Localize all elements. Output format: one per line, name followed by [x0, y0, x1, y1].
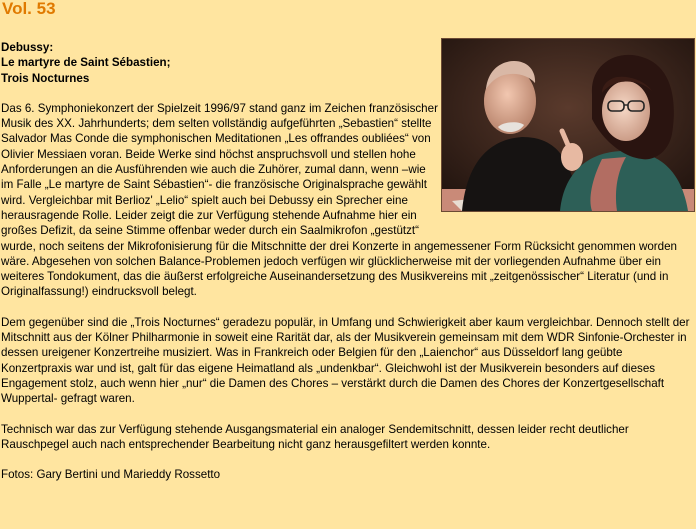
volume-title: Vol. 53 — [2, 0, 56, 18]
heading-composer: Debussy: — [1, 41, 54, 54]
photo-credit: Fotos: Gary Bertini und Marieddy Rossetto — [1, 468, 221, 482]
heading-work-1: Le martyre de Saint Sébastien; — [1, 56, 171, 70]
paragraph-nocturnes: Dem gegenüber sind die „Trois Nocturnes“ geradezu populär, in Umfang und Schwierigkeit aber kaum vergleichbar. Dennoch stellt der Mitschnitt aus der Kölner Philharmonie in soweit eine Rarität dar, als der Musikverein gemeinsam mit dem WDR Sinfonie-Orchester in dessen ureigener Konzertreihe musiziert. Was in Frankreich oder Belgien für den „Laienchor“ aus Düsseldorf lang geübte Konzertpraxis war und ist, galt für das eigene Heimatland als „undenkbar“. Gleichwohl ist der Musikverein besonders auf dieses Engagement stolz, auch wenn hier „nur“ die Damen des Chores – verstärkt durch die Damen des Chores der Konzertgesellschaft Wuppertal- gefragt waren. — [1, 315, 690, 406]
paragraph-technical: Technisch war das zur Verfügung stehende Ausgangsmaterial ein analoger Sendemitschnitt, dessen leider recht deutlicher Rauschpegel auch nach entsprechender Bearbeitung nicht ganz herausgefiltert werden konnte. — [1, 422, 629, 451]
article — [1, 40, 695, 482]
photo-space — [439, 40, 695, 228]
heading-work-2: Trois Nocturnes — [1, 71, 90, 85]
paragraph-sebastien: Das 6. Symphoniekonzert der Spielzeit 1996/97 stand ganz im Zeichen französischer Musik des XX. Jahrhunderts; dem selten vollständig aufgeführten „Sebastien“ stellte Salvador Mas Conde die symphonischen Meditationen „Les offrandes oubliées“ von Olivier Messiaen voran. Beide Werke sind höchst anspruchsvoll und stellen hohe Anforderungen an die Ausführenden wie auch die Zuhörer, zumal dann, wenn –wie im Falle „Le martyre de Saint Sébastien“- die französische Originalsprache gewählt wird. Vergleichbar mit Berlioz' „Lelio“ spielt auch bei Debussy ein Sprecher eine herausragende Rolle. Leider zeigt die zur Verfügung stehende Aufnahme hier ein großes Defizit, da seine Stimme offenbar weder durch ein Saalmikrofon „gestützt“ wurde, noch seitens der Mikrofonisierung für die Mitschnitte der drei Konzerte in angemessener Form Rücksicht genommen worden wäre. Abgesehen von solchen Balance-Problemen jedoch verfügen wir glücklicherweise mit der vorliegenden Aufnahme über ein weiteres Tondokument, das die äußerst erfolgreiche Auseinandersetzung des Musikvereins mit „zeitgenössischer“ Literatur (und in Originalfassung!) eindrucksvoll belegt. — [1, 101, 677, 299]
